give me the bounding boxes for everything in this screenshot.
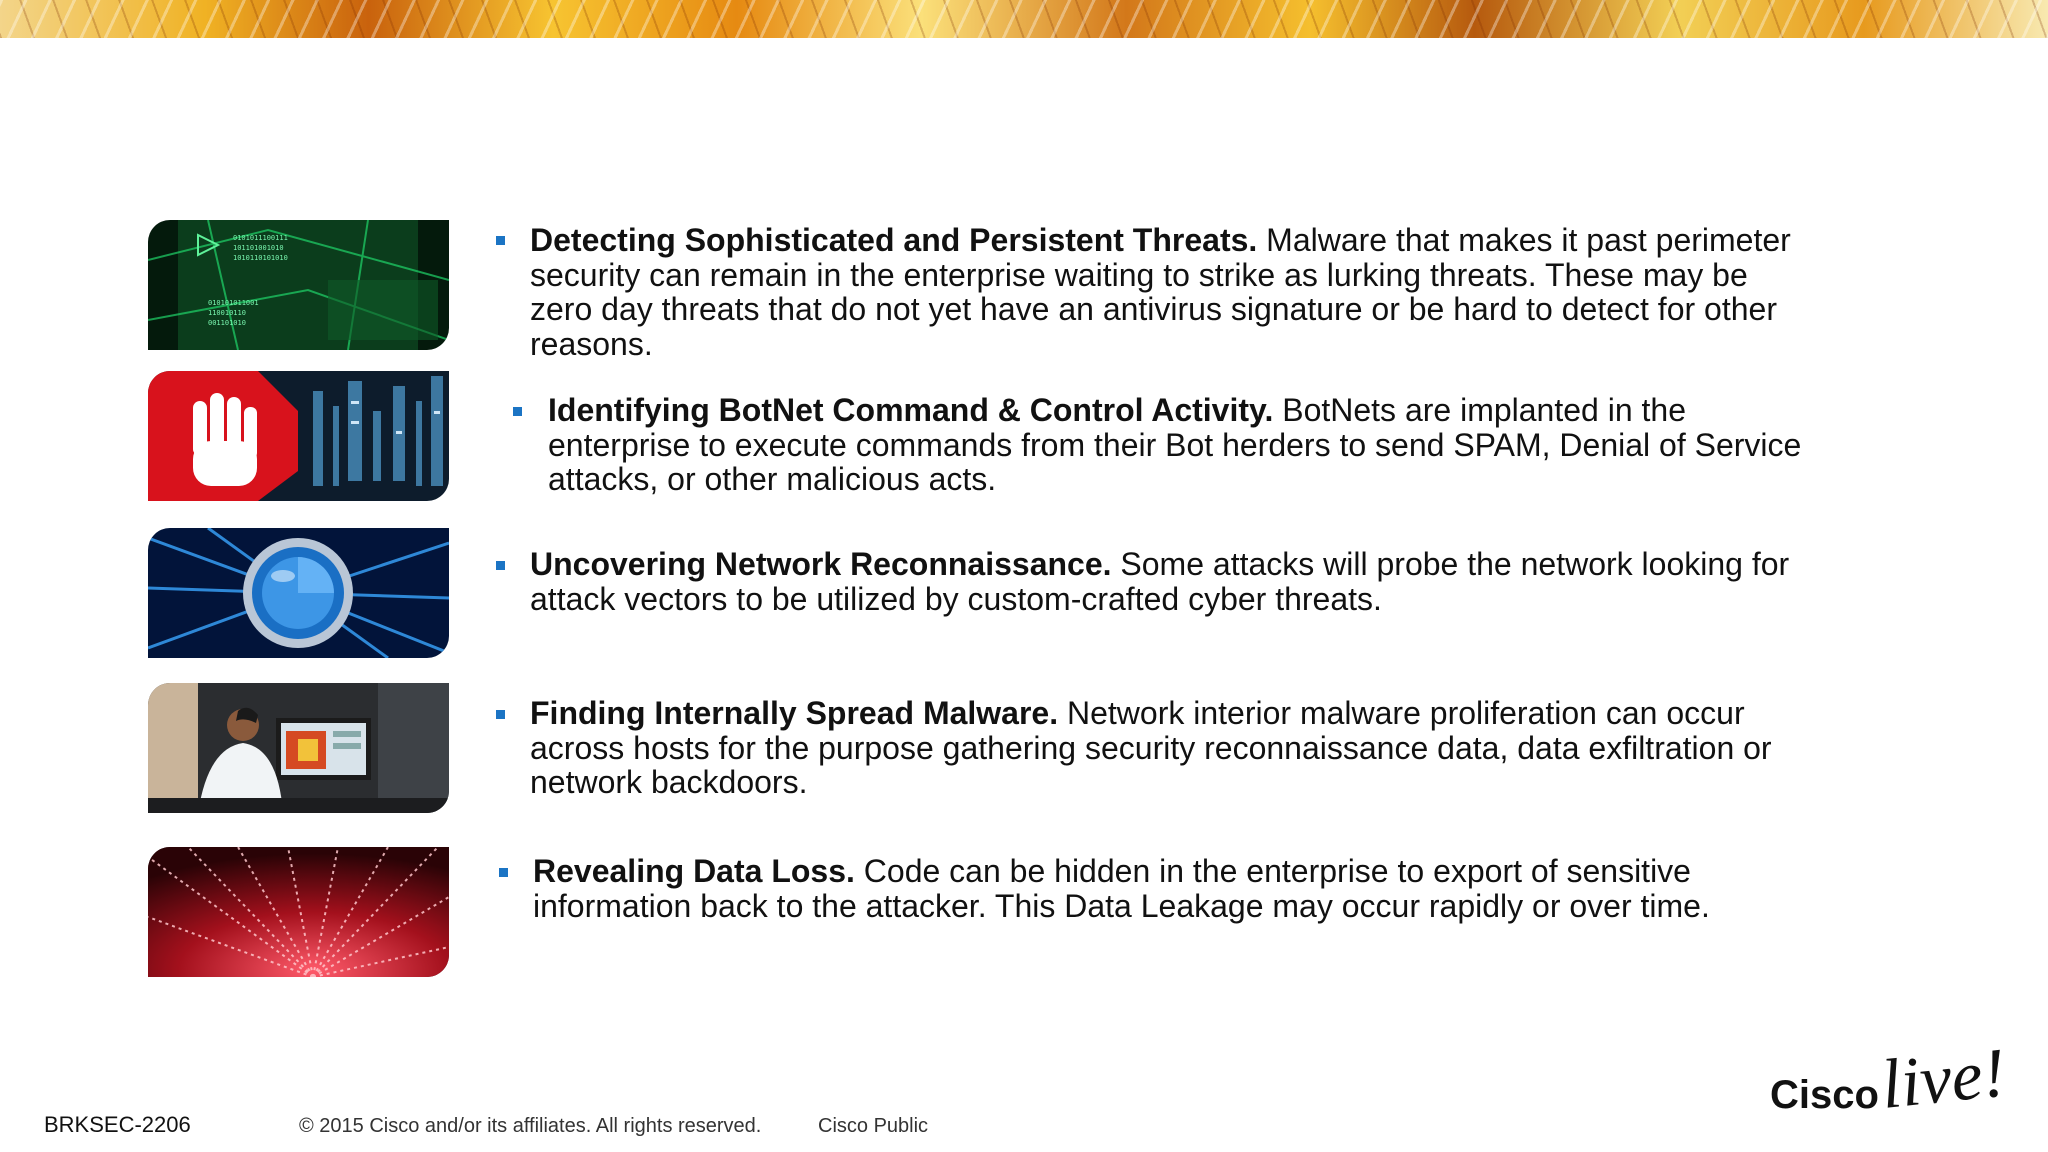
bullet-line: Malware that makes it past perimeter	[1257, 222, 1791, 258]
bullet-line: BotNets are implanted in the	[1273, 392, 1686, 428]
bullet-line: Code can be hidden in the enterprise to export of sensitive	[854, 853, 1691, 889]
bullet-marker	[496, 236, 505, 245]
classification-label: Cisco Public	[818, 1115, 929, 1137]
bullet-lead: Identifying BotNet Command & Control Activity.	[548, 392, 1274, 428]
bullet-line: Some attacks will probe the network looking for	[1111, 546, 1790, 582]
red-binary-tunnel-image	[148, 847, 449, 977]
top-banner-image	[0, 0, 2048, 38]
bullet-lead: Uncovering Network Reconnaissance.	[530, 546, 1112, 582]
bullet-marker	[513, 407, 522, 416]
bullet-line: attacks, or other malicious acts.	[548, 461, 997, 497]
blue-radar-lens-image	[148, 528, 449, 658]
bullet-text	[548, 393, 1801, 497]
bullet-text	[533, 854, 1710, 923]
bullet-marker	[496, 710, 505, 719]
green-binary-screen-image	[148, 220, 449, 350]
bullet-lead: Finding Internally Spread Malware.	[530, 695, 1059, 731]
bullet-lead: Revealing Data Loss.	[533, 853, 855, 889]
bullet-line: reasons.	[530, 325, 653, 362]
bullet-line: enterprise to execute commands from their Bot herders to send SPAM, Denial of Service	[548, 426, 1802, 463]
bullet-line: attack vectors to be utilized by custom-crafted cyber threats.	[530, 580, 1382, 617]
bullet-marker	[496, 561, 505, 570]
bullet-line: Network interior malware proliferation can occur	[1058, 695, 1745, 731]
bullet-text	[530, 223, 1791, 361]
bullet-text	[530, 696, 1772, 800]
bullet-lead: Detecting Sophisticated and Persistent Threats.	[530, 222, 1258, 258]
svg-text:001101010: 001101010	[208, 319, 246, 327]
bullet-line: network backdoors.	[530, 764, 808, 800]
session-code: BRKSEC-2206	[44, 1112, 191, 1137]
svg-text:0101011100111: 0101011100111	[233, 234, 288, 242]
cisco-live-logo	[1762, 1030, 2012, 1120]
bullet-line: zero day threats that do not yet have an antivirus signature or be hard to detect for other	[530, 291, 1777, 327]
bullet-text	[530, 547, 1789, 616]
bullet-marker	[499, 868, 508, 877]
svg-text:1010110101010: 1010110101010	[233, 254, 288, 262]
copyright-notice: © 2015 Cisco and/or its affiliates. All rights reserved.	[299, 1115, 762, 1137]
svg-text:010101011001: 010101011001	[208, 299, 259, 307]
bullet-line: security can remain in the enterprise waiting to strike as lurking threats. These may be	[530, 256, 1748, 293]
analyst-at-monitor-image	[148, 683, 449, 813]
stop-hand-circuit-image	[148, 371, 449, 501]
logo-event: live!	[1877, 1034, 2010, 1120]
svg-text:110010110: 110010110	[208, 309, 246, 317]
svg-text:101101001010: 101101001010	[233, 244, 284, 252]
bullet-line: information back to the attacker. This Data Leakage may occur rapidly or over time.	[533, 887, 1710, 924]
logo-brand: Cisco	[1770, 1073, 1879, 1117]
bullet-line: across hosts for the purpose gathering security reconnaissance data, data exfiltration or	[530, 729, 1772, 766]
